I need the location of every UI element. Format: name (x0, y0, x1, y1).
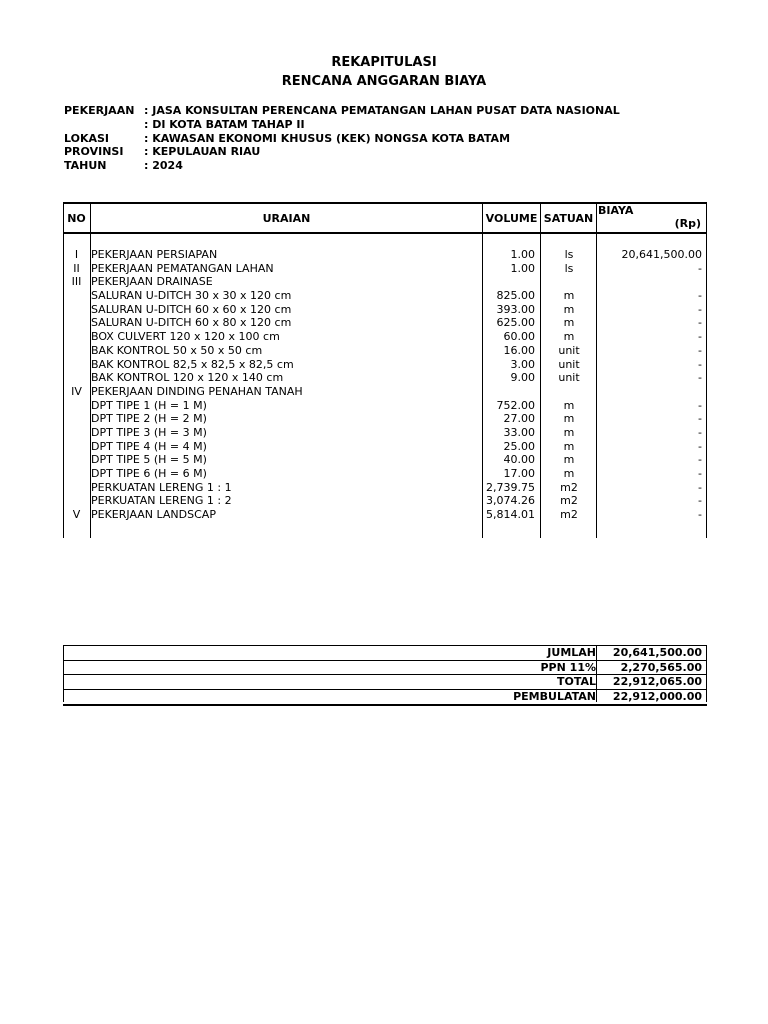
info-key: LOKASI (64, 131, 110, 145)
document-subtitle: RENCANA ANGGARAN BIAYA (281, 74, 487, 89)
row-description: DPT TIPE 2 (H = 2 M) (91, 412, 207, 426)
table-row (63, 440, 707, 454)
row-description: SALURAN U-DITCH 60 x 60 x 120 cm (91, 302, 292, 316)
summary-row (63, 689, 707, 706)
table-row (63, 412, 707, 426)
row-unit: m (563, 412, 575, 426)
table-row (63, 494, 707, 508)
table-row (63, 358, 707, 372)
row-cost: - (698, 453, 702, 467)
info-value: : 2024 (144, 159, 183, 173)
row-description: PEKERJAAN LANDSCAP (91, 508, 216, 522)
summary-row (63, 645, 707, 660)
row-number: III (71, 275, 82, 289)
table-row (63, 262, 707, 276)
row-description: DPT TIPE 4 (H = 4 M) (91, 439, 207, 453)
row-volume: 625.00 (496, 316, 535, 330)
row-volume: 1.00 (510, 248, 535, 261)
row-number: I (74, 248, 79, 261)
row-description: BAK KONTROL 120 x 120 x 140 cm (91, 371, 284, 385)
row-cost: - (698, 425, 702, 439)
info-key: PROVINSI (64, 145, 124, 159)
row-description: BAK KONTROL 82,5 x 82,5 x 82,5 cm (91, 357, 294, 371)
row-volume: 27.00 (503, 412, 535, 426)
row-volume: 1.00 (510, 261, 535, 275)
row-unit: m (563, 316, 575, 330)
row-volume: 825.00 (496, 289, 535, 303)
row-volume: 3,074.26 (486, 494, 535, 508)
summary-label: PPN 11% (540, 660, 596, 674)
row-number: II (73, 261, 80, 275)
project-info (64, 104, 620, 173)
row-cost: - (698, 398, 702, 412)
info-row-provinsi (64, 145, 620, 159)
summary-value: 2,270,565.00 (620, 660, 702, 674)
row-description: DPT TIPE 6 (H = 6 M) (91, 467, 207, 480)
row-description: PEKERJAAN PERSIAPAN (91, 248, 218, 261)
table-row (63, 399, 707, 413)
header-satuan: SATUAN (543, 212, 594, 225)
info-value: : JASA KONSULTAN PERENCANA PEMATANGAN LAHAN PUSAT DATA NASIONAL (144, 104, 620, 117)
row-unit: m (563, 302, 575, 316)
info-key: PEKERJAAN (64, 104, 135, 117)
row-cost: - (698, 439, 702, 453)
row-volume: 40.00 (503, 453, 535, 467)
header-volume: VOLUME (485, 212, 538, 225)
info-value: : KEPULAUAN RIAU (144, 145, 261, 159)
table-row (63, 289, 707, 303)
info-row-lokasi (64, 132, 620, 146)
info-key: TAHUN (64, 159, 107, 173)
row-description: PEKERJAAN DINDING PENAHAN TANAH (91, 384, 303, 398)
row-cost: - (698, 330, 702, 344)
table-row (63, 481, 707, 495)
table-body (63, 248, 707, 522)
header-biaya: BIAYA (598, 204, 634, 217)
info-row-tahun (64, 159, 620, 173)
row-volume: 5,814.01 (486, 508, 535, 522)
row-unit: unit (558, 371, 580, 385)
row-unit: m2 (560, 508, 578, 522)
row-unit: unit (558, 357, 580, 371)
row-unit: m2 (560, 494, 578, 508)
row-cost: - (698, 508, 702, 522)
row-volume: 16.00 (503, 343, 535, 357)
table-row (63, 385, 707, 399)
row-description: PERKUATAN LERENG 1 : 1 (91, 480, 232, 494)
row-description: DPT TIPE 5 (H = 5 M) (91, 453, 207, 467)
row-cost: 20,641,500.00 (621, 248, 702, 261)
summary-row (63, 660, 707, 675)
row-description: BOX CULVERT 120 x 120 x 100 cm (91, 330, 280, 344)
row-volume: 9.00 (510, 371, 535, 385)
row-cost: - (698, 357, 702, 371)
table-row (63, 453, 707, 467)
table-row (63, 330, 707, 344)
row-description: PEKERJAAN DRAINASE (91, 275, 213, 289)
row-cost: - (698, 316, 702, 330)
budget-table (63, 202, 707, 538)
table-row (63, 371, 707, 385)
summary-value: 22,912,065.00 (612, 675, 702, 689)
row-description: PERKUATAN LERENG 1 : 2 (91, 494, 232, 508)
row-description: BAK KONTROL 50 x 50 x 50 cm (91, 343, 263, 357)
summary-value: 20,641,500.00 (612, 646, 702, 659)
row-unit: m (563, 439, 575, 453)
row-cost: - (698, 371, 702, 385)
summary-value: 22,912,000.00 (612, 690, 702, 704)
document-title: REKAPITULASI (331, 55, 437, 70)
row-volume: 60.00 (503, 330, 535, 344)
row-volume: 33.00 (503, 425, 535, 439)
row-unit: m (563, 330, 575, 344)
row-description: DPT TIPE 3 (H = 3 M) (91, 425, 207, 439)
row-unit: m (563, 467, 575, 480)
row-volume: 393.00 (496, 302, 535, 316)
info-row-pekerjaan-cont (64, 118, 620, 132)
header-uraian: URAIAN (262, 212, 311, 225)
row-volume: 17.00 (503, 467, 535, 480)
info-value: : DI KOTA BATAM TAHAP II (144, 117, 305, 131)
row-unit: unit (558, 343, 580, 357)
table-row (63, 316, 707, 330)
row-number: V (72, 508, 81, 522)
row-cost: - (698, 480, 702, 494)
table-row (63, 344, 707, 358)
row-description: DPT TIPE 1 (H = 1 M) (91, 398, 207, 412)
info-value: : KAWASAN EKONOMI KHUSUS (KEK) NONGSA KOTA BATAM (144, 131, 511, 145)
row-volume: 2,739.75 (486, 480, 535, 494)
row-cost: - (698, 494, 702, 508)
summary-label: JUMLAH (547, 646, 596, 659)
row-volume: 25.00 (503, 439, 535, 453)
row-cost: - (698, 343, 702, 357)
info-row-pekerjaan (64, 104, 620, 118)
row-description: SALURAN U-DITCH 60 x 80 x 120 cm (91, 316, 292, 330)
row-unit: m (563, 453, 575, 467)
summary-label: PEMBULATAN (513, 690, 596, 704)
row-cost: - (698, 289, 702, 303)
table-row (63, 303, 707, 317)
row-description: SALURAN U-DITCH 30 x 30 x 120 cm (91, 289, 292, 303)
row-unit: m (563, 398, 575, 412)
summary-row (63, 674, 707, 689)
table-row (63, 426, 707, 440)
row-volume: 3.00 (510, 357, 535, 371)
row-cost: - (698, 302, 702, 316)
row-cost: - (698, 412, 702, 426)
row-unit: m (563, 425, 575, 439)
row-number: IV (71, 384, 82, 398)
row-unit: ls (564, 261, 574, 275)
row-description: PEKERJAAN PEMATANGAN LAHAN (91, 261, 274, 275)
header-no: NO (67, 212, 86, 225)
row-cost: - (698, 467, 702, 480)
table-row (63, 508, 707, 522)
row-unit: ls (564, 248, 574, 261)
table-row (63, 275, 707, 289)
row-unit: m2 (560, 480, 578, 494)
table-row (63, 248, 707, 262)
row-unit: m (563, 289, 575, 303)
row-volume: 752.00 (496, 398, 535, 412)
table-row (63, 467, 707, 481)
header-rp: (Rp) (674, 217, 701, 230)
summary-table (63, 645, 707, 706)
summary-label: TOTAL (556, 675, 596, 689)
row-cost: - (698, 261, 702, 275)
